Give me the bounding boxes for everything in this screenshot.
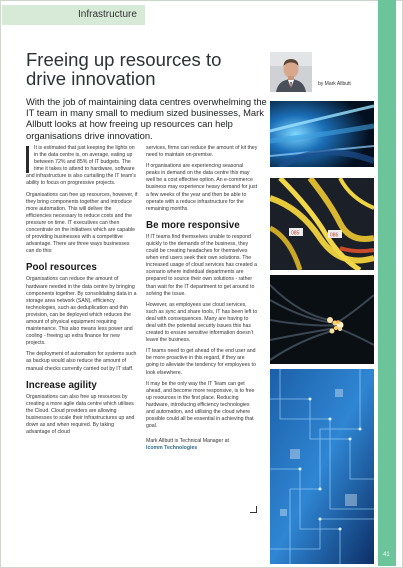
subheading-be-more-responsive: Be more responsive [146, 219, 240, 231]
page-border-left [0, 0, 1, 568]
side-color-strip [378, 0, 396, 566]
photo-digital-network [270, 369, 374, 564]
company-name: Icomm Technologies [146, 445, 198, 452]
paragraph: Organisations can reduce the amount of hardware needed in the data centre by bringing components together. By consolidating data in a storage area network (SAN), efficiency technologies, such as deduplication and thin provision, can be deployed which reduces the amount of physical equipment requiring maintenance. This also means less power and cooling - freeing up extra finance for new projects. [26, 276, 137, 347]
paragraph: However, as employees use cloud services, such as sync and share tools, IT has been left to deal with consequences. Many are having to deal with the potential security issues this has created to ensure sensitive information doesn’t leave the business. [146, 301, 258, 344]
paragraph: Organisations can free up resources, however, if they bring components together and introduce more automation. This will deliver the efficiencies necessary to reduce costs and the pressure on time. IT executives can then concentrate on the initiatives which are capable of providing businesses with a competitive advantage. There are three ways businesses can do this: [26, 191, 138, 255]
article-column-right [146, 145, 258, 456]
cable-label-text: 086 [330, 232, 339, 239]
fibre-ends-image [270, 275, 374, 364]
fibre-optic-image [270, 101, 374, 167]
author-caption: by Mark Allbutt [318, 81, 351, 87]
author-portrait-image [270, 52, 312, 92]
digital-network-image [270, 369, 374, 564]
paragraph: If IT teams find themselves unable to respond quickly to the demands of the business, they could be creating headaches for themselves when end users seek their own solutions. The increased usage of cloud services has created a scenario where individual departments are prepared to source their own solutions - rather than wait for the IT department to get around to solving the issue. [146, 233, 258, 297]
article-column-left [26, 145, 138, 440]
top-rule [0, 0, 403, 1]
cable-label-text: 085 [291, 230, 300, 237]
dropcap-bar [26, 146, 29, 173]
article-standfirst: With the job of maintaining data centres overwhelming the IT team in many small to medium sized businesses, Mark Allbutt looks at how freeing up resources can help organisations drive innovation. [26, 96, 267, 141]
paragraph: If organisations are experiencing seasonal peaks in demand on the data centre this may well be a cost effective option. An e-commerce business may experience heavy demand for just a few weeks of the year and then be able to operate with a reduce infrastructure for the remaining months. [146, 163, 258, 212]
intro-paragraph: It is estimated that just keeping the lights on in the data centre is, on average, eating up between 72% and 85% of IT budgets. The time it takes to attend to hardware, software and infrastructure is also curtailing the IT team’s ability to focus on progressive projects. [26, 145, 136, 187]
subheading-increase-agility: Increase agility [26, 379, 97, 391]
photo-fibre-cables [270, 101, 374, 167]
author-photo [270, 52, 312, 92]
page-number: 41 [383, 552, 390, 558]
patch-cables-image [270, 178, 374, 270]
section-label: Infrastructure [2, 5, 145, 25]
author-bio: Mark Allbutt is Technical Manager at Icomm Technologies [146, 438, 229, 452]
subheading-pool-resources: Pool resources [26, 262, 97, 274]
photo-fibre-ends [270, 275, 374, 364]
paragraph: Organisations can also free up resources by creating a more agile data centre which utilises the Cloud. Cloud providers are allowing businesses to scale their infrastructures up and down as and when required. By taking advantage of cloud [26, 393, 135, 436]
photo-patch-cables [270, 178, 374, 270]
article-title: Freeing up resources to drive innovation [26, 49, 222, 89]
paragraph: It may be the only way the IT Team can get ahead, and become more responsive, is to free up resources in the first place. Reducing hardware, introducing efficiency technologies and automation, and utilising the cloud where possible could all be essential in achieving that goal. [146, 380, 255, 430]
paragraph: The deployment of automation for systems such as backup would also reduce the amount of manual checks currently carried out by IT staff. [26, 351, 137, 372]
paragraph: services, firms can reduce the amount of kit they need to maintain on-premise. [146, 145, 258, 159]
paragraph: IT teams need to get ahead of the end user and be more proactive in this regard, if they are going to alleviate the tendency for employees to look elsewhere. [146, 348, 256, 376]
end-of-article-mark [250, 506, 257, 513]
